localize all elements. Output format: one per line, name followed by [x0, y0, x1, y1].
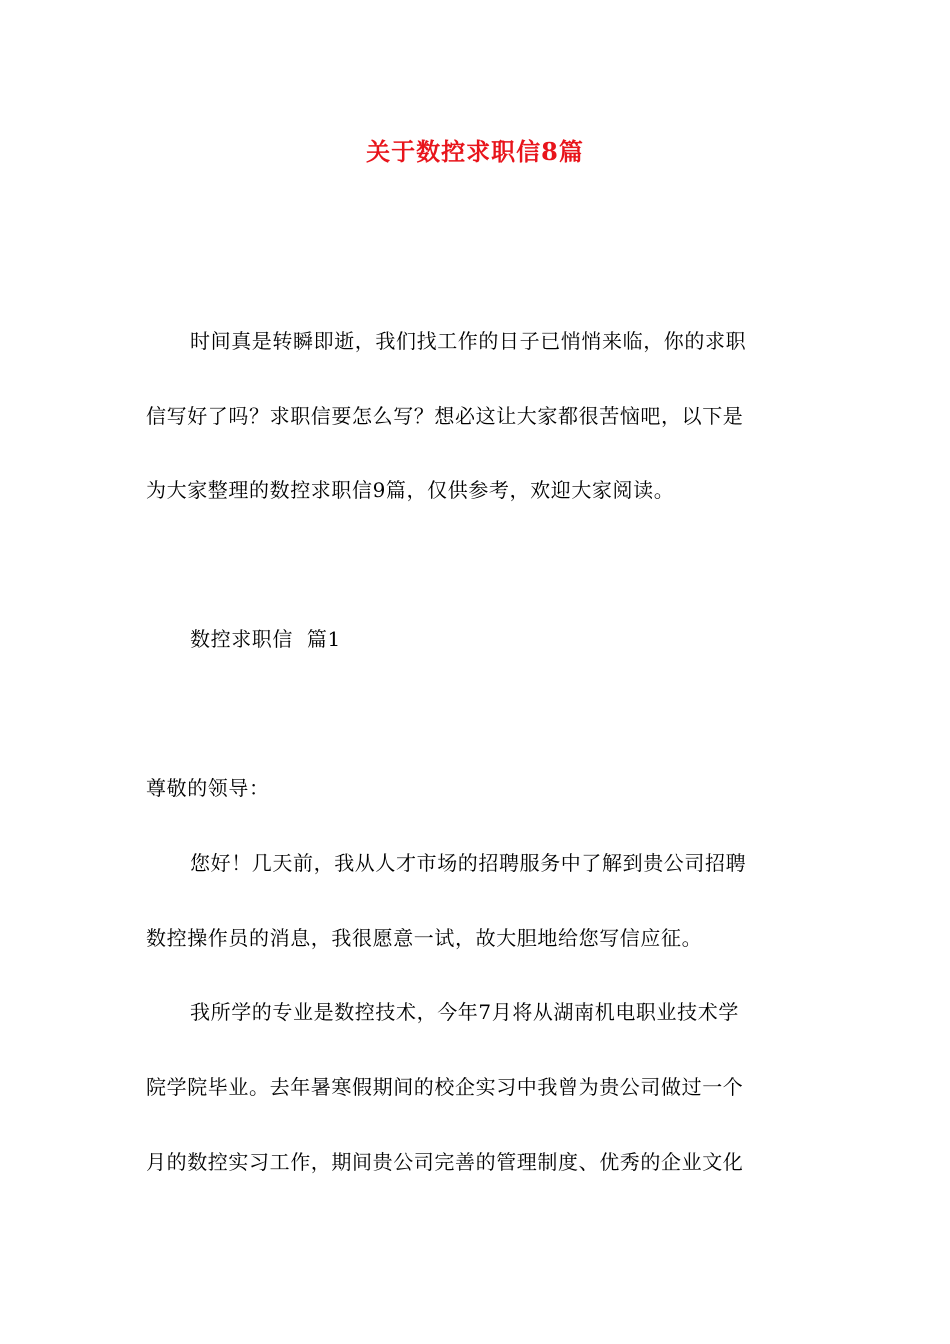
- paragraph1-line-1: 您好！几天前，我从人才市场的招聘服务中了解到贵公司招聘: [190, 851, 747, 875]
- paragraph1-line-2: 数控操作员的消息，我很愿意一试，故大胆地给您写信应征。: [146, 926, 703, 950]
- document-title: 关于数控求职信8篇: [366, 137, 584, 166]
- paragraph2-line-2: 院学院毕业。去年暑寒假期间的校企实习中我曾为贵公司做过一个: [146, 1075, 744, 1099]
- intro-line-2: 信写好了吗？求职信要怎么写？想必这让大家都很苦恼吧，以下是: [146, 404, 744, 428]
- intro-line-1: 时间真是转瞬即逝，我们找工作的日子已悄悄来临，你的求职: [190, 329, 747, 353]
- section-heading: 数控求职信 篇1: [190, 627, 341, 651]
- salutation: 尊敬的领导：: [146, 776, 270, 800]
- paragraph2-line-3: 月的数控实习工作，期间贵公司完善的管理制度、优秀的企业文化: [146, 1150, 744, 1174]
- intro-line-3: 为大家整理的数控求职信9篇，仅供参考，欢迎大家阅读。: [146, 478, 675, 502]
- paragraph2-line-1: 我所学的专业是数控技术，今年7月将从湖南机电职业技术学: [190, 1000, 739, 1024]
